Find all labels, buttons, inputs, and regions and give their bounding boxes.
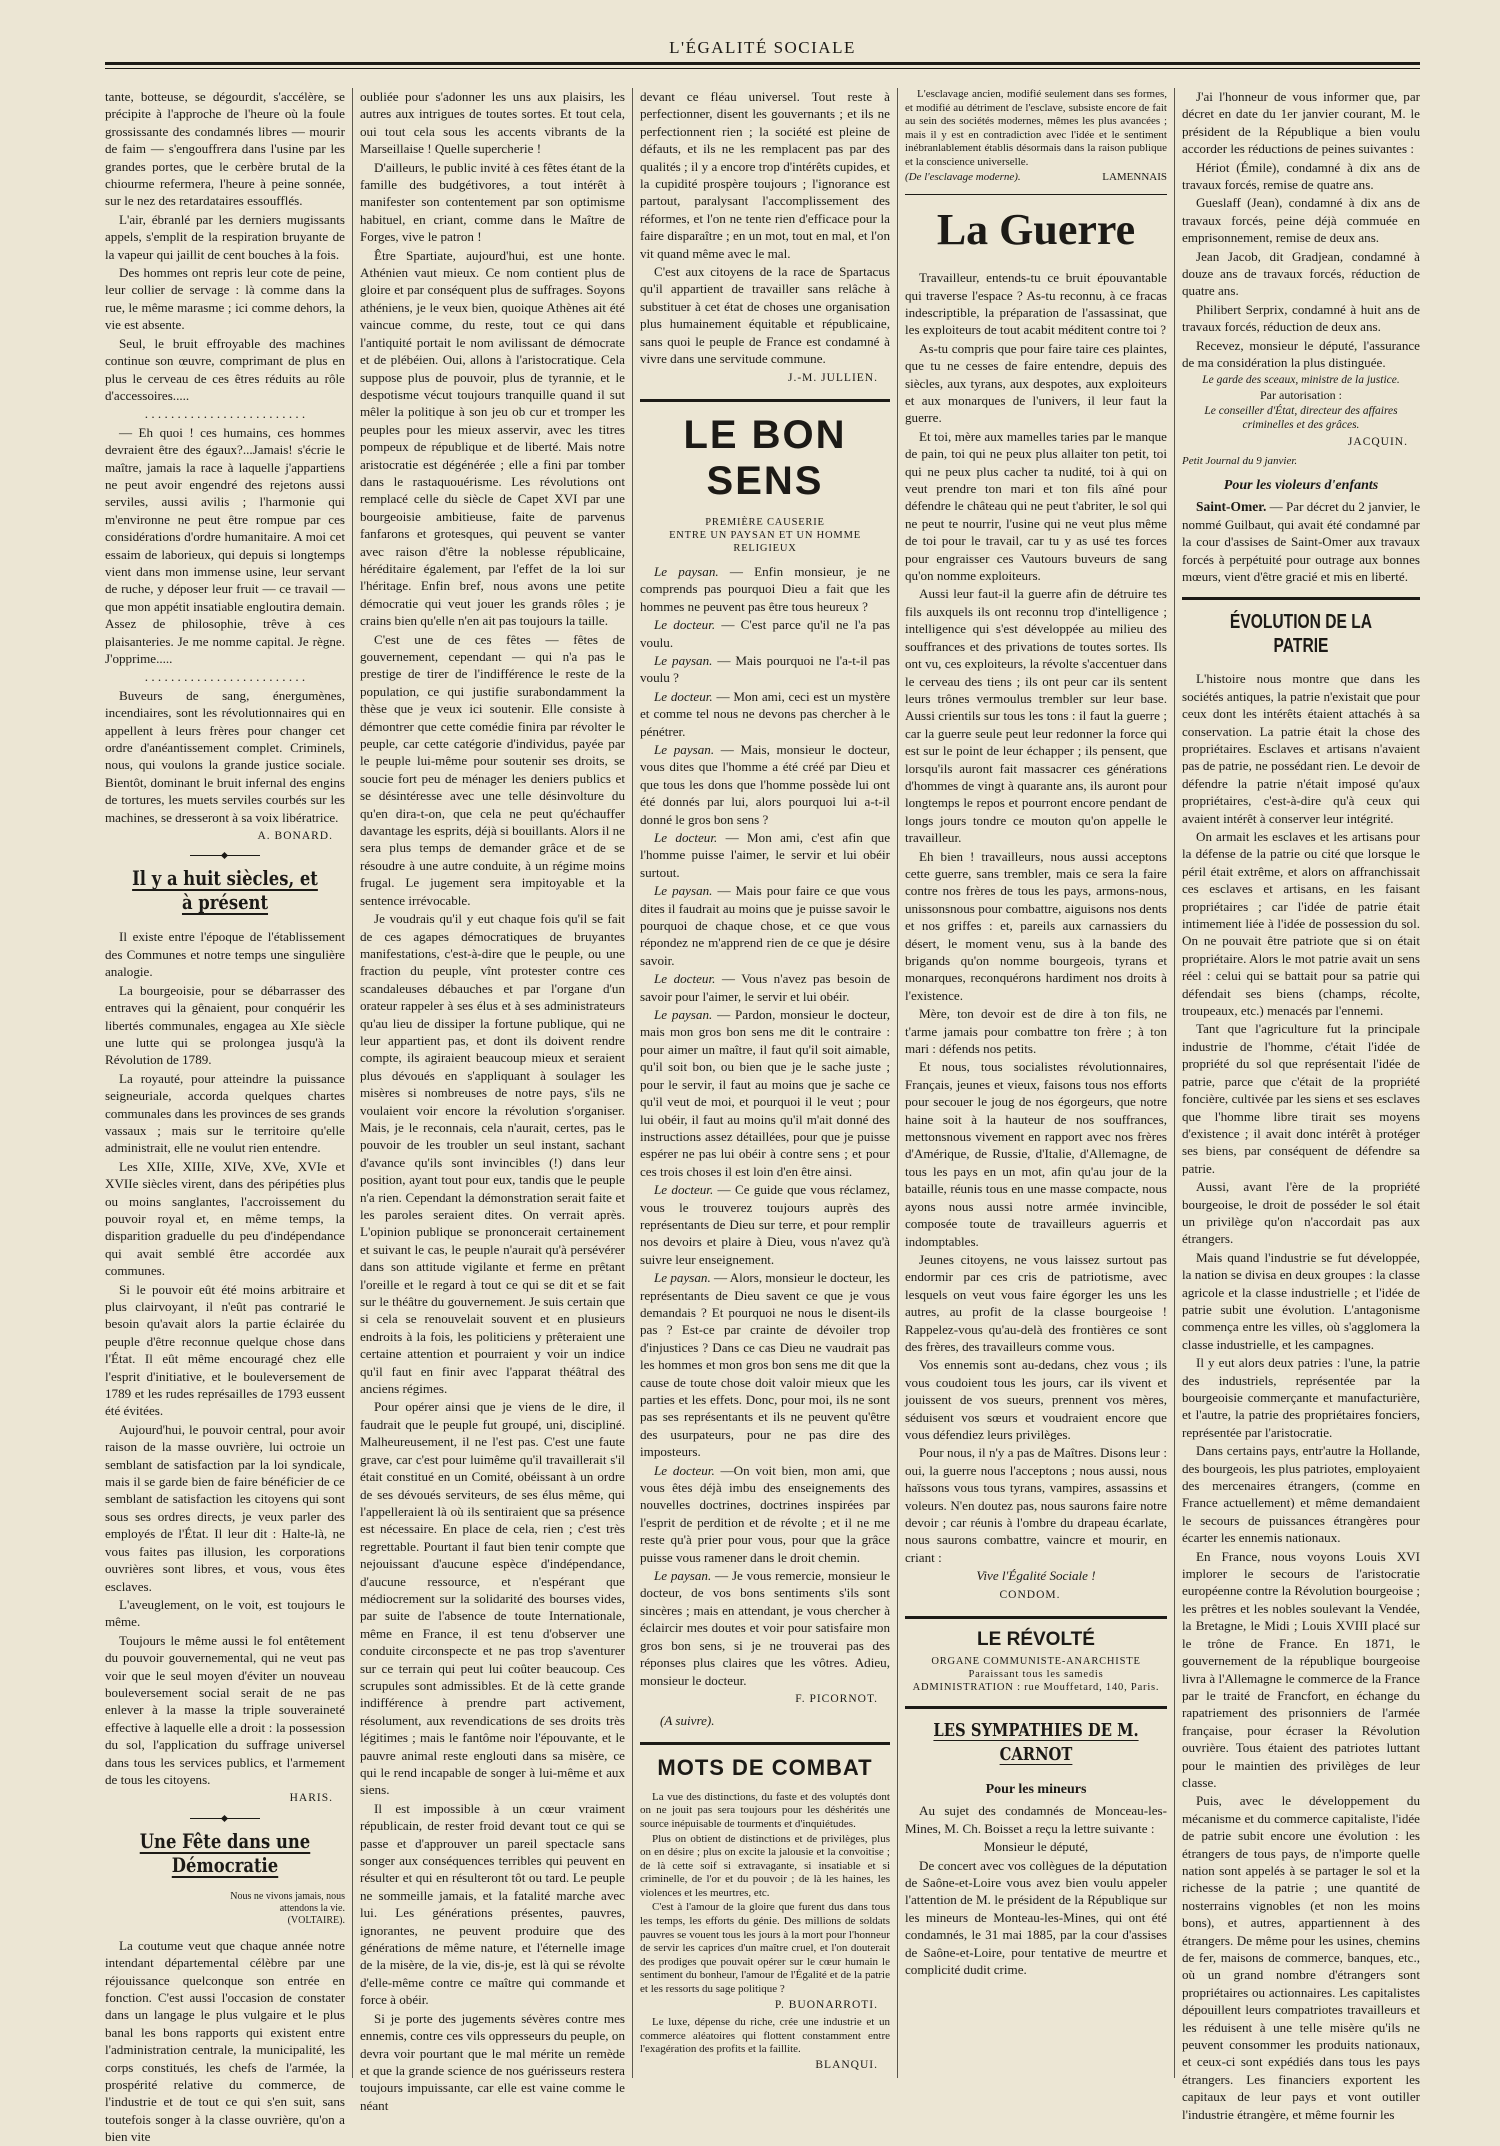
- advert-address: ADMINISTRATION : rue Mouffetard, 140, Paris.: [912, 1682, 1160, 1694]
- paragraph: Au sujet des condamnés de Monceau-les-Mines, M. Ch. Boisset a reçu la lettre suivante :: [905, 1803, 1167, 1836]
- speaker: Le paysan.: [654, 652, 713, 668]
- paragraph: Philibert Serprix, condamné à huit ans de travaux forcés, réduction de deux ans.: [1182, 301, 1420, 335]
- speaker: Le docteur.: [654, 1182, 714, 1198]
- signature-line: Par autorisation :: [1260, 387, 1342, 402]
- speaker: Le paysan.: [654, 1568, 712, 1584]
- dialogue-line: [640, 1567, 890, 1689]
- section-rule: [905, 1706, 1167, 1709]
- paragraph: Puis, avec le développement du mécanisme et du commerce capitaliste, l'idée de patrie subit encore une évolution : les étrangers de tous pays, de n'importe quelle nation sont appelés à se partager le sol et la richesse de la patrie ; une quantité de nosterrains vignobles (et non les moins bons), et autres, appartiennent à des étrangers. De même pour les usines, chemins de fer, maisons de commerce, banques, etc., où un grand nombre d'étrangers sont propriétaires ou actionnaires. Les capitalistes dépouillent leurs compatriotes travailleurs et les réduisent à une telle misère qu'ils ne peuvent consommer les produits nationaux, et ceux-ci sont expédiés dans tous les pays étrangers. Les financiers exportent les capitaux de leur pays et vont outiller l'industrie étrangère, et même fournir les: [1182, 1793, 1420, 2122]
- speech: — Ce guide que vous réclamez, vous le trouverez toujours auprès des représentants de Dieu sur terre, et pour remplir nos devoirs et plaire à Dieu, vous n'avez qu'à suivre leur enseignement.: [640, 1182, 891, 1267]
- paragraph: Seul, le bruit effroyable des machines continue son œuvre, comprimant de plus en plus le cerveau de ces êtres réduits au rôle d'accessoires.....: [105, 335, 345, 403]
- paragraph: Pour nous, il n'y a pas de Maîtres. Disons leur : oui, la guerre nous l'acceptons ; nous aussi, nous haïssons vous tous tyrans, vampires, assassins et voleurs. N'en doutez pas, nous saurons faire notre devoir ; car réunis à l'ombre du drapeau écarlate, nous saurons combattre, vaincre et mourir, en criant :: [905, 1445, 1167, 1565]
- article-headline: ÉVOLUTION DE LA PATRIE: [1229, 611, 1373, 658]
- speaker: Le docteur.: [654, 617, 716, 633]
- epigraph: [105, 1891, 345, 1927]
- epigraph-text: Nous ne vivons jamais, nous attendons la vie.: [230, 1890, 345, 1914]
- section-rule: [905, 1616, 1167, 1619]
- column-divider: [1174, 88, 1175, 2078]
- speech: — Enfin monsieur, je ne comprends pas pourquoi Dieu a fait que les hommes ne peuvent pas être tous heureux ?: [640, 563, 890, 614]
- paragraph: Jeunes citoyens, ne vous laissez surtout pas endormir par ces cris de patriotisme, avec lesquels on veut vous faire égorger les uns les autres, au profit de la classe bourgeoise ! Rappelez-vous qu'au-delà des frontières ce sont des frères, des travailleurs comme vous.: [905, 1251, 1167, 1354]
- article-headline: La Guerre: [936, 205, 1136, 255]
- speech: — Vous n'avez pas besoin de savoir pour l'aimer, le servir et lui obéir.: [640, 971, 891, 1004]
- paragraph-text: — Par décret du 2 janvier, le nommé Guilbaut, qui avait été condamné par la cour d'assises de Saint-Omer aux travaux forcés à perpétuité pour outrage aux bonnes mœurs, vient d'être gracié et mis en liberté.: [1182, 499, 1421, 584]
- paragraph: Dans certains pays, entr'autre la Hollande, des bourgeois, les plus patriotes, employaient des mercenaires étrangers, (comme en France actuellement) et même demandaient le secours de puissances étrangères pour écarter les ennemis nationaux.: [1182, 1443, 1420, 1546]
- masthead-rule: [105, 62, 1420, 65]
- article-subhead: Pour les violeurs d'enfants: [1223, 477, 1379, 493]
- speech: — Mon ami, ceci est un mystère et comme tel nous ne devons pas chercher à le pénétrer.: [640, 688, 890, 739]
- paragraph: Buveurs de sang, énergumènes, incendiaires, sont les révolutionnaires qui en appellent à leurs frères pour changer cet ordre d'anéantissement complet. Criminels, nous, qui voulons la grande justice sociale. Bientôt, dominant le bruit infernal des engins de tortures, les muets serviles courbés sur les machines, se dresseront à sa voix libératrice.: [105, 687, 345, 825]
- speaker: Le paysan.: [654, 1270, 711, 1286]
- paragraph: La bourgeoisie, pour se débarrasser des entraves qui la gênaient, pour conquérir les libertés communales, engagea au XIe siècle une lutte qui se prolongea jusqu'à la Révolution de 1789.: [105, 982, 345, 1068]
- paragraph: Mais quand l'industrie se fut développée, la nation se divisa en deux groupes : la classe agricole et la classe industrielle ; et l'idée de patrie subit une évolution. L'antagonisme commença entre les villes, où s'agglomera la classe industrielle, et les campagnes.: [1182, 1249, 1420, 1352]
- column-4: [905, 88, 1167, 2078]
- paragraph: Aussi, avant l'ère de la propriété bourgeoise, le droit de posséder le sol était un privilège qu'on n'accordait pas aux étrangers.: [1182, 1179, 1420, 1247]
- column-5: [1182, 88, 1421, 2122]
- paragraph: L'histoire nous montre que dans les sociétés antiques, la patrie n'existait que pour ceux dont les intérêts étaient attachés à sa conservation. La patrie était la chose des propriétaires. Esclaves et artisans n'avaient pas de patrie, ne possédant rien. Le devoir de défendre la patrie n'était imposé qu'aux propriétaires, c'est-à-dire qu'à ceux qui avaient intérêt à conserver leur intégrité.: [1182, 671, 1420, 826]
- article-signature: CONDOM.: [999, 1588, 1061, 1601]
- dialogue-line: [640, 882, 890, 969]
- article-signature: F. PICORNOT.: [795, 1692, 878, 1705]
- paragraph: As-tu compris que pour faire taire ces plaintes, que tu ne cesses de faire entendre, depuis des siècles, aux tyrans, aux despotes, aux exploiteurs et aux monarques de l'univers, il leur faut la guerre.: [905, 340, 1167, 426]
- column-3: [640, 88, 890, 2078]
- article-signature: A. BONARD.: [257, 830, 333, 843]
- signature-title: Le garde des sceaux, ministre de la justice.: [1202, 373, 1400, 386]
- paragraph: Les XIIe, XIIIe, XIVe, XVe, XVIe et XVIIe siècles virent, dans des péripéties plus ou moins sanglantes, l'accroissement du pouvoir royal et, en même temps, la disparition graduelle du peu d'indépendance qui avait semblé être accordée aux communes.: [105, 1158, 345, 1279]
- subhead-line: PREMIÈRE CAUSERIE: [705, 516, 825, 528]
- paragraph: Aussi leur faut-il la guerre afin de détruire tes fils auxquels ils ont reconnu trop d'intelligence ; intelligence qui s'est développée au milieu des souffrances et des privations de toutes sortes. Ils ont vu, ces exploiteurs, la révolte s'accentuer dans le cerveau des tiens ; ils ont peur car ils sentent leurs trônes vermoulus trembler sur leur base. Aussi crientils sur tous les tons : il faut la guerre ; car la guerre seule peut leur redonner la force qui est sur le point de leur échapper ; ils pensent, que lorsqu'ils auront fait massacrer ces générations d'hommes de vingt à quarante ans, ils auront pour longtemps le repos et pourront encore pendant de longs jours tondre ce mouton qu'on appelle le travailleur.: [905, 586, 1167, 846]
- paragraph: Toujours le même aussi le fol entêtement du pouvoir gouvernemental, qui ne veut pas voir que le seul moyen d'éviter un nouveau bouleversement social serait de ne pas enlever à la masse la triple souveraineté effective à laquelle elle a droit : la possession du sol, l'application du suffrage universel dans tous les services publics, et l'armement de tous les citoyens.: [105, 1632, 345, 1787]
- speech: — Pardon, monsieur le docteur, mais mon gros bon sens me dit le contraire : pour aimer un maître, il faut qu'il soit aimable, qu'il soit bon, ou bien que je le sache juste ; pour le servir, il faut au moins que je sache ce qu'il veut de moi, et pourquoi il le veut ; pour lui obéir, il faut au moins qu'il m'ait donné des instructions assez détaillées, pour que je puisse espérer ne pas lui obéir à contre sens ; et pour ces trois choses il est loin d'en être ainsi.: [640, 1007, 890, 1179]
- paragraph: Je voudrais qu'il y eut chaque fois qu'il se fait de ces agapes démocratiques de bruyantes manifestations, c'est-à-dire que le peuple, ou une fraction du peuple, vînt protester contre ces scandaleuses débauches et par l'organe d'un orateur rappeler à ses élus et à ses administrateurs qu'au lieu de dissiper la fortune publique, qui ne leur appartient pas, et dont ils doivent rendre compte, ils agiraient beaucoup mieux et seraient plus dévoués en s'appliquant à soulager les misères si nombreuses de notre pays, s'ils ne voulaient voir encore la révolution s'organiser. Mais, je le reconnais, cela n'aurait, certes, pas le pouvoir de les troubler un seul instant, sachant d'avance qu'ils sont invincibles (!) dans leur position, ayant tout pour eux, tandis que le peuple n'a rien. Cependant la démonstration serait faite et les paroles seraient dites. On verrait après. L'opinion publique se prononcerait certainement et suivant le cas, le peuple n'aurait qu'à persévérer dans son attitude vigilante et ferme en prêtant l'oreille et le regard à tout ce qui se dit et se fait sur le théâtre du gouvernement. Je suis certain que si cela se renouvelait souvent et en plusieurs endroits à la fois, les politiciens y prêteraient une certaine attention et pourraient y voir un indice qu'il faut en finir avec l'apparat théâtral des anciens régimes.: [360, 911, 625, 1397]
- quote: L'esclavage ancien, modifié seulement dans ses formes, et modifié au détriment de l'esclave, subsiste encore de fait au sein des sociétés modernes, mêmes les plus avancées ; mais il y est en contradiction avec l'idée et le sentiment inébranlablement établis désormais dans la raison publique et la conscience universelle.: [905, 88, 1167, 168]
- paragraph: Vos ennemis sont au-dedans, chez vous ; ils vous coudoient tous les jours, car ils vivent et jouissent de vos sueurs, prennent vos mères, séduisent vos sœurs et voudraient encore que vous défendiez leurs privilèges.: [905, 1357, 1167, 1442]
- paragraph: Des hommes ont repris leur cote de peine, leur collier de servage : là comme dans la rue, le même marasme ; ici comme dehors, la vie est absente.: [105, 265, 345, 333]
- paragraph: Et toi, mère aux mamelles taries par le manque de pain, toi qui ne peux plus allaiter ton petit, toi qui ne peux plus cacher ta nudité, toi à qui on veut prendre ton mari et ton fils aîné pour défendre le château qui ne peut t'abriter, le sol qui ne peut te nourrir, l'usine qui ne veut plus même de toi pour le travail, car tu y as usé tes forces pour engraisser ces Vautours buveurs de sang qu'on nomme exploiteurs.: [905, 428, 1167, 584]
- speech: — Mais, monsieur le docteur, vous dites que l'homme a été créé par Dieu et que tous les dons que l'homme possède lui ont été donnés par lui, alors pourquoi lui a-t-il donné le gros bon sens ?: [640, 741, 890, 827]
- speech: — Alors, monsieur le docteur, les représentants de Dieu savent ce que je vous demandais ? Et pourquoi ne nous le disent-ils pas ? Est-ce par crainte de dévoiler trop d'injustices ? Dans ce cas Dieu ne vaudrait pas les hommes et mon gros bon sens me dit que la cause de toute chose doit valoir mieux que les parties et les effets. Donc, pour moi, ils ne sont pas ses représentants et ils ne peuvent qu'être des usurpateurs, pour ne pas dire des imposteurs.: [640, 1270, 890, 1460]
- advert-line: Paraissant tous les samedis: [968, 1669, 1104, 1681]
- paragraph: Mère, ton devoir est de dire à ton fils, ne t'arme jamais pour combattre ton frère ; à ton mari : défends nos petits.: [905, 1006, 1167, 1057]
- ellipsis-line: . . . . . . . . . . . . . . . . . . . . . . . . .: [144, 406, 306, 422]
- quote-author: P. BUONARROTI.: [774, 1998, 878, 2011]
- paragraph: D'ailleurs, le public invité à ces fêtes étant de la famille des budgétivores, a tout intérêt à manifester son contentement par son optimisme habituel, en criant, comme dans le Maître de Forges, vive le patron !: [360, 159, 625, 245]
- quote-source: (De l'esclavage moderne).: [905, 170, 1021, 183]
- article-signature: JACQUIN.: [1347, 435, 1408, 448]
- dialogue-line: [640, 616, 890, 651]
- advert-line: ORGANE COMMUNISTE-ANARCHISTE: [931, 1656, 1141, 1668]
- paragraph: La coutume veut que chaque année notre intendant départemental célèbre par une réjouissance quelconque son entrée en fonction. C'est aussi l'occasion de constater dans un langage le plus vulgaire et le plus banal les bons rapports qui existent entre l'administration centrale, la municipalité, les corps constitués, les chefs de l'armée, la prospérité relative du commerce, de l'industrie et de tout ce qui s'en suit, sans toutefois songer à la classe ouvrière, qu'on a bien vite: [105, 1937, 345, 2145]
- paragraph: Aujourd'hui, le pouvoir central, pour avoir raison de la masse ouvrière, lui octroie un semblant de satisfaction par la loi syndicale, mais il se garde bien de faire bénéficier de ce semblant de satisfaction les citoyens qui sont sous ses ordres directs, je veux parler des employés de l'État. Il leur dit : Halte-là, ne vous faites pas illusion, les corporations ouvrières sont libres, et vous, vous êtes esclaves.: [105, 1421, 345, 1594]
- column-2: [360, 88, 625, 2113]
- column-divider: [632, 88, 633, 2078]
- article-headline: MOTS DE COMBAT: [657, 1754, 873, 1780]
- masthead: L'ÉGALITÉ SOCIALE: [669, 38, 856, 57]
- paragraph: Il est impossible à un cœur vraiment républicain, de rester froid devant tout ce qui se passe et d'approuver un pareil spectacle sans songer aux conséquences terribles qui peuvent en résulter et qui en résulteront tôt ou tard. Le peuple ne sommeille jamais, et la fatalité marche avec lui. Les générations présentes, pauvres, ignorantes, ne peuvent produire que des générations de même nature, et l'éternelle image de la misère, de la vie, dis-je, est là qui se révolte d'elle-même contre ce maître qui commande et force à obéir.: [360, 1800, 625, 2008]
- speaker: Le paysan.: [654, 883, 713, 899]
- dialogue-line: [640, 1269, 890, 1460]
- dialogue-line: [640, 741, 890, 828]
- dialogue-line: [640, 652, 890, 687]
- paragraph: Eh bien ! travailleurs, nous aussi acceptons cette guerre, sans trembler, mais ce sera la faire contre nos frères de tous les pays, armons-nous, unissonsnous pour combattre, aiguisons nos dents et nos griffes : et, pareils aux carnassiers du désert, le moment venu, sus à la bande des brigands qu'on nomme bourgeois, tyrans et monarques, reconquérons hardiment nos droits à l'existence.: [905, 848, 1167, 1003]
- speech: —On voit bien, mon ami, que vous êtes déjà imbu des enseignements des nouvelles doctrines, doctrines inspirées par l'esprit de perdition et de révolte ; et il ne me reste qu'à prier pour vous, pour que la grâce puisse vous ramener dans le droit chemin.: [640, 1462, 891, 1565]
- dialogue-line: [640, 1462, 890, 1566]
- speech: — C'est parce qu'il ne l'a pas voulu.: [640, 617, 890, 650]
- quote-attribution: [905, 171, 1167, 185]
- article-subhead: [640, 516, 890, 555]
- article-headline: Une Fête dans une Démocratie: [139, 1828, 311, 1877]
- paragraph: devant ce fléau universel. Tout reste à perfectionner, disent les gouvernants ; et ils ne perfectionnent rien ; la société est pleine de défauts, et ils ne les remplacent pas par des qualités ; il y a encore trop d'intérêts cupides, et la cupidité prospère toujours ; l'ignorance est partout, paralysant l'accomplissement des réformes, et l'on ne tente rien d'efficace pour la faire disparaître ; en un mot, tout en mal, et l'on vit quand même avec le mal.: [640, 89, 890, 261]
- speaker: Le docteur.: [654, 688, 713, 704]
- speaker: Le docteur.: [654, 971, 716, 987]
- paragraph: Travailleur, entends-tu ce bruit épouvantable qui traverse l'espace ? As-tu reconnu, à ce fracas indescriptible, la préparation de l'assassinat, que les exploiteurs de tout acabit méditent contre toi ?: [905, 270, 1167, 338]
- paragraph: L'air, ébranlé par les derniers mugissants appels, s'emplit de la respiration bruyante de la vapeur qui jaillit de cent bouches à la fois.: [105, 211, 345, 262]
- column-1: [105, 88, 345, 2145]
- speaker: Le paysan.: [654, 1007, 713, 1023]
- speaker: Le docteur.: [654, 1462, 715, 1478]
- dialogue-line: [640, 1006, 890, 1180]
- speech: — Mais pour faire ce que vous dites il faudrait au moins que je puisse savoir le pourquoi de chaque chose, et ce que vous répondez ne m'apprend rien de ce que je désire savoir.: [640, 883, 890, 968]
- paragraph: Recevez, monsieur le député, l'assurance de ma considération la plus distinguée.: [1182, 337, 1420, 371]
- column-divider: [897, 88, 898, 2078]
- dialogue-line: [640, 688, 890, 740]
- speech: — Mon ami, c'est afin que l'homme puisse l'aimer, le servir et lui obéir surtout.: [640, 830, 891, 880]
- advert-title: LE RÉVOLTÉ: [977, 1629, 1095, 1651]
- article-headline: LES SYMPATHIES DE M. CARNOT: [933, 1720, 1139, 1766]
- ellipsis-line: . . . . . . . . . . . . . . . . . . . . . . . . .: [144, 669, 306, 685]
- paragraph: De concert avec vos collègues de la députation de Saône-et-Loire vous avez bien voulu appeler l'attention de M. le président de la République sur les mineurs de Monteau-les-Mines, qui ont été condamnés, le 31 mai 1885, par la cour d'assises de Saône-et-Loire, pour tentative de meurtre et complicité dudit crime.: [905, 1857, 1167, 1978]
- epigraph-source: (VOLTAIRE).: [287, 1914, 345, 1926]
- paragraph: Jean Jacob, dit Gradjean, condamné à douze ans de travaux forcés, réduction de quatre ans.: [1182, 248, 1420, 299]
- quote-author: LAMENNAIS: [1102, 170, 1167, 183]
- paragraph: Si le pouvoir eût été moins arbitraire et plus clairvoyant, il n'eût pas contrarié le besoin qu'avait alors la partie éclairée du peuple d'être reconnue quelque chose dans l'État. Il eût même encouragé chez elle l'esprit d'initiative, et le bouleversement de 1789 et les rudes représailles de 1793 eussent été évitées.: [105, 1281, 345, 1419]
- quote: La vue des distinctions, du faste et des voluptés dont on ne jouit pas sera toujours pour les déshérités une source inépuisable de tourments et d'inquiétudes.: [640, 1790, 890, 1830]
- article-separator: [190, 855, 260, 856]
- article-headline: Il y a huit siècles, et à présent: [132, 866, 318, 915]
- section-rule: [640, 1742, 890, 1745]
- section-rule: [905, 194, 1167, 195]
- article-signature: J.-M. JULLIEN.: [787, 371, 878, 384]
- column-divider: [352, 88, 353, 2078]
- paragraph: C'est une de ces fêtes — fêtes de gouvernement, cependant — qui n'a pas le prestige de tirer de l'indifférence le reste de la population, ce qui justifie surabondamment la thèse que je veux ici soutenir. Elle consiste à démontrer que cette comédie finira par révolter le peuple, car cette catégorie d'individus, payée par le peuple lui-même pour soutenir ses droits, se soucie fort peu de ménager les deniers publics et se désintéresse avec une telle désinvolture du qu'en dira-t-on, que cela ne peut qu'échauffer davantage les esprits, déjà si bouillants. Alors il ne sera plus temps de demander grâce et de se résoudre à une autre conduite, à un régime moins frugal. Le jugement sera impitoyable et la sentence irrévocable.: [360, 631, 625, 908]
- paragraph: tante, botteuse, se dégourdit, s'accélère, se précipite à l'approche de l'heure où la foule grossissante des condamnés libres — mourir de faim — s'engouffrera dans l'usine par les grandes portes, que le cerbère brutal de la chiourme refermera, l'heure à peine sonnée, sur le nez des retardataires essoufflés.: [105, 89, 345, 209]
- quote: Le luxe, dépense du riche, crée une industrie et un commerce aléatoires qui flottent constamment entre l'exagération des profits et la faillite.: [640, 2016, 890, 2056]
- paragraph: oubliée pour s'adonner les uns aux plaisirs, les autres aux intrigues de toutes sortes. Et tout cela, oui tout cela sous les accents vibrants de la Marseillaise ! Quelle supercherie !: [360, 89, 625, 157]
- dialogue-line: [640, 1181, 890, 1268]
- closing-cry: Vive l'Égalité Sociale !: [976, 1568, 1096, 1584]
- section-rule: [1182, 597, 1420, 600]
- dialogue-line: [640, 970, 890, 1005]
- quote: Plus on obtient de distinctions et de privilèges, plus on en désire ; plus on excite la jalousie et la convoitise ; de là cette soif si extravagante, si insatiable et si criminelle, de l'or et du pouvoir ; de là les haines, les violences et les meurtres, etc.: [640, 1832, 890, 1899]
- paragraph: Il existe entre l'époque de l'établissement des Communes et notre temps une singulière analogie.: [105, 929, 345, 980]
- paragraph: En France, nous voyons Louis XVI implorer le secours de l'aristocratie européenne contre la Révolution bourgeoise ; les prêtres et les nobles soulevant la Vendée, la Bretagne, le Midi ; Louis XVIII placé sur le trône de France. En 1871, le gouvernement de la république bourgeoise livra à l'Allemagne le commerce de la France par le traité de Francfort, en échange du rapatriement des prisonniers de l'armée française, pour écraser la Révolution ouvrière. Tous étaient des patriotes luttant pour le maintien des privilèges de leur classe.: [1182, 1548, 1420, 1790]
- paragraph: Pour opérer ainsi que je viens de le dire, il faudrait que le peuple fut groupé, uni, discipliné. Malheureusement, il ne l'est pas. C'est une faute grave, car c'est pour luimême qu'il travaillerait s'il était constitué en un Comité, obéissant à un ordre de ses dévoués serviteurs, de ses élus même, qui l'appelleraient là où ils sentiraient que sa présence est nécessaire. En place de cela, rien ; c'est très regrettable. Pourtant il faut bien tenir compte que nejouissant d'aucune espèce d'indépendance, d'aucune ressource, et n'espérant que médiocrement sur la solidarité des bourses vides, par suite de l'absence de toute Internationale, même en France, il est tenu d'observer une conduite circonspecte et ne pas trop s'aventurer sur ce terrain qui peut lui coûter beaucoup. Ces scrupules sont admissibles. Et de là cette grande indifférence à prendre part activement, résolument, aux revendications de ses droits très légitimes ; mais le fantôme noir l'épouvante, et le pauvre animal reste englouti dans sa misère, ce qui le rend incapable de songer à lui-même et aux siens.: [360, 1399, 625, 1798]
- paragraph: On armait les esclaves et les artisans pour la défense de la patrie ou cité que lorsque le péril était extrême, et alors on affranchissait ces esclaves et artisans, en les faisant propriétaires ; car l'idée de patrie était intimement liée à l'idée de possession du sol. On ne pouvait être patriote que si on était propriétaire. Alors le mot patrie avait un sens réel : celui qui se battait pour sa patrie qui défendait ses biens (champs, récolte, troupeaux, etc.) menacés par l'ennemi.: [1182, 829, 1420, 1019]
- speaker: Le docteur.: [654, 830, 718, 845]
- article-signature: HARIS.: [289, 1792, 333, 1805]
- section-rule: [640, 399, 890, 402]
- paragraph: Si je porte des jugements sévères contre mes ennemis, contre ces vils oppresseurs du peuple, on devra voir pourtant que le mal mérite un remède et que la grande science de nos guérisseurs restera toujours impuissante, car elle est vaine comme le néant: [360, 2010, 625, 2113]
- article-separator: [190, 1818, 260, 1819]
- paragraph: Hériot (Émile), condamné à dix ans de travaux forcés, remise de quatre ans.: [1182, 159, 1420, 193]
- article-subhead: Pour les mineurs: [985, 1782, 1087, 1798]
- speaker: Le paysan.: [654, 563, 719, 579]
- dateline: Saint-Omer.: [1196, 499, 1267, 515]
- paragraph: Il y eut alors deux patries : l'une, la patrie des industriels, représentée par la bourgeoisie commerçante et manufacturière, et l'autre, la patrie des propriétaires fonciers, représentée par l'aristocratie.: [1182, 1355, 1420, 1440]
- speaker: Le paysan.: [654, 741, 715, 757]
- paragraph: Être Spartiate, aujourd'hui, est une honte. Athénien vaut mieux. Ce nom contient plus de gloire et par conséquent plus de suffrages. Soyons athéniens, je le veux bien, quoique Athènes ait été vaincue comme, du reste, tout ce qui dans l'antiquité portait le nom avilissant de démocrate et de plébéien. Oui, allons à l'aristocratique. Cela suppose plus de pouvoir, plus de tyrannie, et le despotisme vécut toujours tranquille quand il sut mêler la politique à son jeu ob cur et tromper les peuples pour les mieux asservir, avec les titres pompeux de république et de liberté. Mais notre aristocratie est dégénérée ; elle a fini par tomber dans le rastaquouérisme. Les révolutions ont remplacé celle du siècle de Capet XVI par une bourgeoisie ambitieuse, faite de parvenus fanfarons et grotesques, qui peuvent se vanter avec raison d'être la noblesse républicaine, héréditaire également, par l'effet de la loi sur l'héritage. Enfin bref, nous avons une petite démocratie qui veut jouer les grands rôles ; je crains bien qu'elle n'en ait pas toujours la taille.: [360, 247, 625, 629]
- speech: — Mais pourquoi ne l'a-t-il pas voulu ?: [640, 652, 890, 686]
- subhead-line: ENTRE UN PAYSAN ET UN HOMME RELIGIEUX: [669, 529, 861, 554]
- paragraph: Et nous, tous socialistes révolutionnaires, Français, jeunes et vieux, faisons tous nos efforts pour secouer le joug de nos égorgeurs, que notre haine soit à la hauteur de nos souffrances, mettonsnous vivement en rapport avec nos frères d'Amérique, de Russie, d'Italie, d'Allemagne, de tous les pays en un mot, afin qu'au jour de la bataille, réunis tous en une masse compacte, nous ayons nous aussi notre armée invincible, composée toute de travailleurs aguerris et indomptables.: [905, 1059, 1167, 1249]
- signature-title: Le conseiller d'État, directeur des affaires criminelles et des grâces.: [1204, 404, 1398, 431]
- source-note: Petit Journal du 9 janvier.: [1182, 455, 1298, 468]
- paragraph: J'ai l'honneur de vous informer que, par décret en date du 1er janvier courant, M. le président de la République a bien voulu accorder les réductions de peines suivantes :: [1182, 89, 1420, 157]
- paragraph: L'aveuglement, on le voit, est toujours le même.: [105, 1596, 345, 1630]
- quote-block: [905, 88, 1167, 184]
- paragraph: Gueslaff (Jean), condamné à dix ans de travaux forcés, peine déjà commuée en emprisonnement, remise de deux ans.: [1182, 195, 1420, 246]
- paragraph: — Eh quoi ! ces humains, ces hommes devraient être des égaux?...Jamais! s'écrie le maître, jamais la race à laquelle j'appartiens ne peut avoir engendré des rejetons aussi serviles, aussi avilis ; l'harmonie qui m'environne ne peut être rompue par ces considérations d'ordre humanitaire. A moi cet essaim de laborieux, qui depuis si longtemps vient dans mon immense usine, leur servant de ruche, y déposer leur fruit — ce travail — que mon appétit insatiable engloutira demain. Assez de philosophie, trêve à ces plaisanteries. Je me nomme capital. Je règne. J'opprime.....: [105, 424, 345, 666]
- dialogue-line: [640, 829, 890, 881]
- continued-note: (A suivre).: [660, 1713, 715, 1729]
- advert-subhead: [905, 1655, 1167, 1694]
- paragraph: C'est aux citoyens de la race de Spartacus qu'il appartient de travailler sans relâche à substituer à cet état de choses une organisation plus humainement équitable et républicaine, sans quoi le peuple de France est condamné à vivre dans une servitude commune.: [640, 264, 890, 367]
- speech: — Je vous remercie, monsieur le docteur, de vos bons sentiments s'ils sont sincères ; mais en attendant, je vous chercher à éclaircir mes doutes et voir pour satisfaire mon gros bon sens, si je ne trouverai pas des réponses plus claires que les vôtres. Adieu, monsieur le docteur.: [640, 1568, 890, 1688]
- paragraph: Tant que l'agriculture fut la principale industrie de l'homme, c'était l'idée de propriété du sol que représentait l'idée de patrie, parce que c'était de la propriété foncière, cultivée par les siens et ses esclaves que l'homme libre tirait ses moyens d'existence ; il avait donc intérêt à protéger ses biens, par conséquent de défendre sa patrie.: [1182, 1021, 1420, 1176]
- paragraph: [1182, 498, 1420, 585]
- salutation: Monsieur le député,: [983, 1839, 1089, 1855]
- dialogue-line: [640, 563, 890, 615]
- quote: C'est à l'amour de la gloire que furent dus dans tous les temps, les efforts du génie. Des millions de soldats pauvres se vouent tous les jours à la mort pour l'honneur de servir les caprices d'un maître cruel, et l'on douterait des prodiges que pouvait opérer sur le cœur humain le sentiment du bonheur, l'amour de l'Égalité et de la patrie et les ressorts du sage politique ?: [640, 1901, 890, 1996]
- quotes-block: [640, 1791, 890, 2073]
- paragraph: La royauté, pour atteindre la puissance seigneuriale, accorda quelques chartes communales dans les provinces de ses grands vassaux ; mais sur le territoire qu'elle administrait, elle ne voulut rien entendre.: [105, 1070, 345, 1156]
- article-headline: LE BON SENS: [683, 412, 847, 503]
- quote-author: BLANQUI.: [815, 2059, 878, 2071]
